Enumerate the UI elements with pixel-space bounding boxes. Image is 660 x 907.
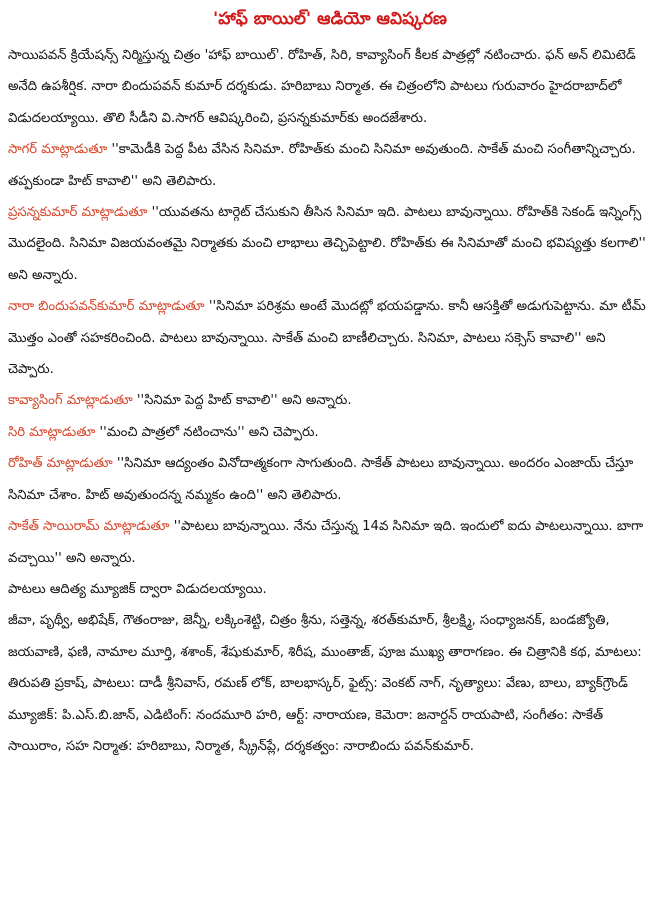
speaker-name: కావ్యాసింగ్ మాట్లాడుతూ	[8, 393, 133, 409]
article-body	[8, 40, 652, 762]
article-title: 'హాఫ్ బాయిల్' ఆడియో ఆవిష్కరణ	[213, 9, 447, 29]
quote-paragraph	[8, 134, 652, 197]
quote-paragraph	[8, 197, 652, 291]
speaker-name: ప్రసన్నకుమార్ మాట్లాడుతూ	[8, 205, 148, 221]
speaker-name: సాగర్ మాట్లాడుతూ	[8, 142, 108, 158]
intro-paragraph: సాయిపవన్ క్రియేషన్స్ నిర్మిస్తున్న చిత్రం 'హాఫ్ బాయిల్'. రోహిత్, సిరి, కావ్యాసింగ్ కీలక పాత్రల్లో నటించారు. ఫన్ అన్ లిమిటెడ్ అనేది ఉపశీర్షిక. నారా బిందుపవన్ కుమార్ దర్శకుడు. హరిబాబు నిర్మాత. ఈ చిత్రంలోని పాటలు గురువారం హైదరాబాద్‌లో విడుదలయ్యాయి. తొలి సీడీని వి.సాగర్ ఆవిష్కరించి, ప్రసన్నకుమార్‌కు అందజేశారు.	[8, 48, 636, 126]
quote-paragraph	[8, 291, 652, 385]
quote-text: ''సినిమా పెద్ద హిట్ కావాలి'' అని అన్నారు.	[132, 393, 352, 409]
quote-text: ''సినిమా పరిశ్రమ అంటే మొదట్లో భయపడ్డాను. కానీ ఆసక్తితో అడుగుపెట్టాను. మా టీమ్ మొత్తం ఎంతో సహకరించింది. పాటలు బావున్నాయి. సాకేత్ మంచి బాణీలిచ్చారు. సినిమా, పాటలు సక్సెస్ కావాలి'' అని చెప్పారు.	[8, 299, 646, 378]
quote-text: ''కామెడీకి పెద్ద పీట వేసిన సినిమా. రోహిత్‌కు మంచి సినిమా అవుతుంది. సాకేత్ మంచి సంగీతాన్నిచ్చారు. తప్పకుండా హిట్ కావాలి'' అని తెలిపారు.	[8, 142, 636, 189]
credits-paragraph: జీవా, పృథ్వీ, అభిషేక్, గౌతంరాజు, జెన్నీ, లక్కింశెట్టి, చిత్రం శ్రీను, సత్తెన్న, శరత్‌కుమార్, శ్రీలక్ష్మి, సంధ్యాజనక్, బండజ్యోతి, జయవాణి, ఫణి, నామాల మూర్తి, శశాంక్, శేషుకుమార్, శిరీష, ముంతాజ్, పూజ ముఖ్య తారాగణం. ఈ చిత్రానికి కథ, మాటలు: తిరుపతి ప్రకాష్, పాటలు: దాడీ శ్రీనివాస్, రమణ్ లోక్, బాలభాస్కర్, ఫైట్స్: వెంకట్ నాగ్, నృత్యాలు: వేణు, బాలు, బ్యాక్‌గ్రౌండ్ మ్యూజిక్: పి.ఎస్.బి.జాన్, ఎడిటింగ్: నందమూరి హరి, ఆర్ట్: నారాయణ, కెమెరా: జనార్దన్ రాయపాటి, సంగీతం: సాకేత్ సాయిరాం, సహ నిర్మాత: హరిబాబు, నిర్మాత, స్క్రీన్‌ప్లే, దర్శకత్వం: నారాబిందు పవన్‌కుమార్.	[8, 613, 642, 754]
quote-paragraph	[8, 511, 652, 574]
quote-paragraph	[8, 385, 652, 416]
quote-paragraph	[8, 448, 652, 511]
speaker-name: నారా బిందుపవన్‌కుమార్ మాట్లాడుతూ	[8, 299, 205, 315]
quote-text: ''మంచి పాత్రలో నటించాను'' అని చెప్పారు.	[95, 424, 319, 440]
quote-text: ''పాటలు బావున్నాయి. నేను చేస్తున్న 14వ సినిమా ఇది. ఇందులో ఐదు పాటలున్నాయి. బాగా వచ్చాయి'' అని అన్నారు.	[8, 519, 644, 566]
speaker-name: సిరి మాట్లాడుతూ	[8, 424, 96, 440]
quote-text: ''యువతను టార్గెట్ చేసుకుని తీసిన సినిమా ఇది. పాటలు బావున్నాయి. రోహిత్‌కి సెకండ్ ఇన్నింగ్స్ మొదలైంది. సినిమా విజయవంతమై నిర్మాతకు మంచి లాభాలు తెచ్చిపెట్టాలి. రోహిత్‌కు ఈ సినిమాతో మంచి భవిష్యత్తు కలగాలి'' అని అన్నారు.	[8, 205, 646, 283]
quote-text: ''సినిమా ఆద్యంతం వినోదాత్మకంగా సాగుతుంది. సాకేత్ పాటలు బావున్నాయి. అందరం ఎంజాయ్ చేస్తూ సినిమా చేశాం. హిట్ అవుతుందన్న నమ్మకం ఉంది'' అని తెలిపారు.	[8, 456, 634, 503]
speaker-name: రోహిత్ మాట్లాడుతూ	[8, 456, 113, 472]
speaker-name: సాకేత్ సాయిరామ్ మాట్లాడుతూ	[8, 519, 170, 535]
quote-paragraph	[8, 417, 652, 448]
release-paragraph: పాటలు ఆదిత్య మ్యూజిక్ ద్వారా విడుదలయ్యాయి.	[8, 581, 267, 597]
